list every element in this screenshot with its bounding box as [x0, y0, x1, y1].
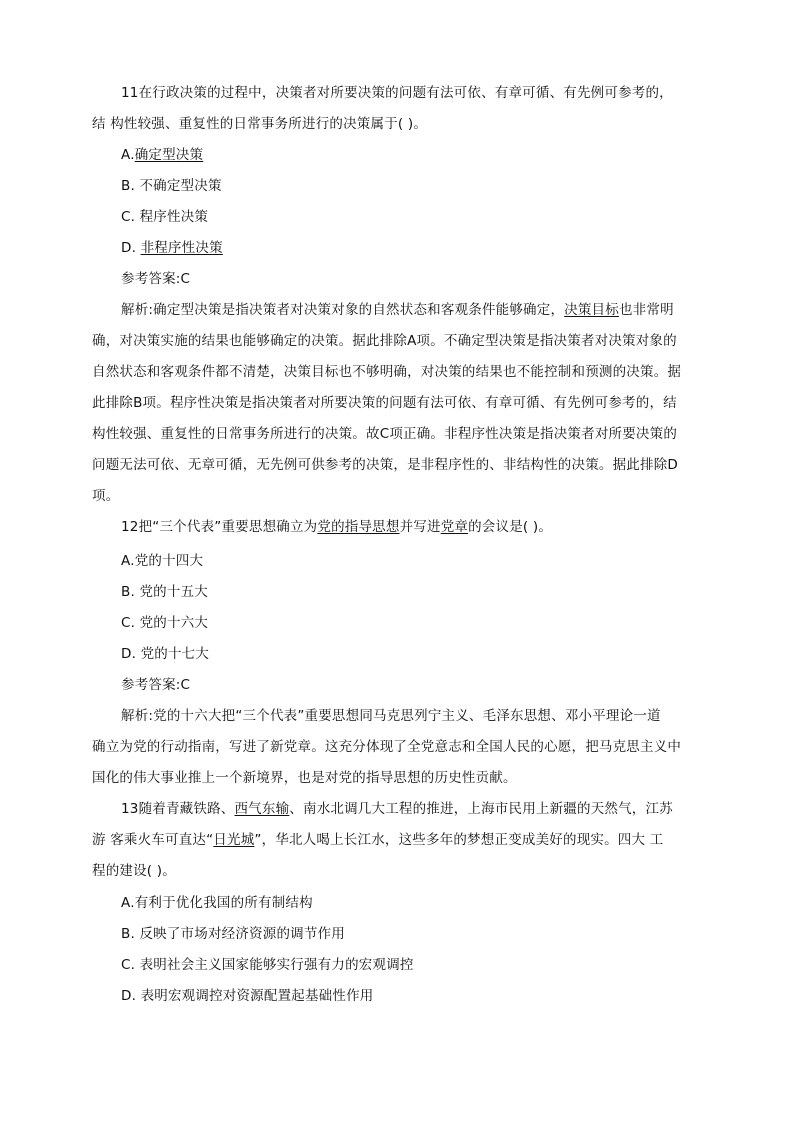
q12-analysis-line-3: 国化的伟大事业推上一个新境界，也是对党的指导思想的历史性贡献。 [92, 770, 517, 786]
q12-analysis-line-1: 解析:党的十六大把“三个代表”重要思想同马克思列宁主义、毛泽东思想、邓小平理论一道 [121, 708, 661, 724]
q13-stem-line-3: 程的建设( )。 [92, 863, 176, 879]
q11-analysis-line-6: 问题无法可依、无章可循，无先例可供参考的决策，是非程序性的、非结构性的决策。据此排除D [92, 457, 678, 473]
q11-analysis-line-1-b: 也非常明 [618, 302, 674, 318]
q13-stem-line-1-b: 、南水北调几大工程的推进，上海市民用上新疆的天然气，江苏 [289, 801, 673, 817]
q13-stem-line-2 [92, 831, 712, 850]
q13-option-d: D. 表明宏观调控对资源配置起基础性作用 [121, 988, 374, 1004]
q12-stem-link-guiding-thought: 党的指导思想 [317, 519, 400, 535]
q13-stem-line-1-a: 13随着青藏铁路、 [121, 801, 235, 817]
q13-option-c: C. 表明社会主义国家能够实行强有力的宏观调控 [121, 957, 414, 973]
q11-option-b: B. 不确定型决策 [121, 178, 222, 194]
q11-option-d [121, 239, 741, 258]
q13-stem-line-2-a: 游 客乘火车可直达“ [92, 832, 214, 848]
q11-option-d-prefix: D. [121, 240, 141, 256]
q11-option-a [121, 146, 741, 165]
q13-stem-line-2-b: ”，华北人喝上长江水，这些多年的梦想正变成美好的现实。四大 工 [254, 832, 664, 848]
q11-analysis-line-1-a: 解析:确定型决策是指决策者对决策对象的自然状态和客观条件能够确定， [121, 302, 565, 318]
q11-analysis-line-1 [121, 301, 741, 320]
q13-option-a: A.有利于优化我国的所有制结构 [121, 895, 313, 911]
q11-option-a-text: 确定型决策 [134, 147, 204, 163]
q11-stem-line-2: 结 构性较强、重复性的日常事务所进行的决策属于( )。 [92, 116, 428, 132]
q11-analysis-line-5: 构性较强、重复性的日常事务所进行的决策。故C项正确。非程序性决策是指决策者对所要决策的 [92, 426, 678, 442]
q11-analysis-line-7: 项。 [92, 488, 120, 504]
q12-stem [121, 518, 741, 537]
q12-answer: 参考答案:C [121, 677, 191, 693]
q11-stem-line-1: 11在行政决策的过程中，决策者对所要决策的问题有法可依、有章可循、有先例可参考的， [121, 85, 673, 101]
q12-stem-b: 并写进 [399, 519, 441, 535]
q12-stem-link-party-charter: 党章 [440, 519, 469, 535]
q13-stem-line-1 [121, 800, 741, 819]
q13-stem-link-sunlight-city: 日光城 [213, 832, 255, 848]
q12-option-d: D. 党的十七大 [121, 646, 210, 662]
q11-option-a-prefix: A. [121, 147, 135, 163]
q11-analysis-link-decision-goal: 决策目标 [564, 302, 619, 318]
q12-stem-a: 12把“三个代表”重要思想确立为 [121, 519, 318, 535]
q12-stem-c: 的会议是( )。 [468, 519, 553, 535]
q11-option-c: C. 程序性决策 [121, 209, 209, 225]
q11-analysis-line-4: 此排除B项。程序性决策是指决策者对所要决策的问题有法可依、有章可循、有先例可参考的，结 [92, 395, 677, 411]
q11-answer: 参考答案:C [121, 271, 191, 287]
q11-analysis-line-2: 确，对决策实施的结果也能够确定的决策。据此排除A项。不确定型决策是指决策者对决策对象的 [92, 333, 677, 349]
q12-option-a: A.党的十四大 [121, 553, 204, 569]
q13-stem-link-west-east-gas: 西气东输 [234, 801, 290, 817]
q12-option-c: C. 党的十六大 [121, 615, 209, 631]
q11-option-d-text: 非程序性决策 [140, 240, 223, 256]
q13-option-b: B. 反映了市场对经济资源的调节作用 [121, 926, 345, 942]
q12-analysis-line-2: 确立为党的行动指南，写进了新党章。这充分体现了全党意志和全国人民的心愿，把马克思主义中 [92, 739, 682, 755]
q11-analysis-line-3: 自然状态和客观条件都不清楚，决策目标也不够明确，对决策的结果也不能控制和预测的决策。据 [92, 364, 682, 380]
q12-option-b: B. 党的十五大 [121, 584, 208, 600]
